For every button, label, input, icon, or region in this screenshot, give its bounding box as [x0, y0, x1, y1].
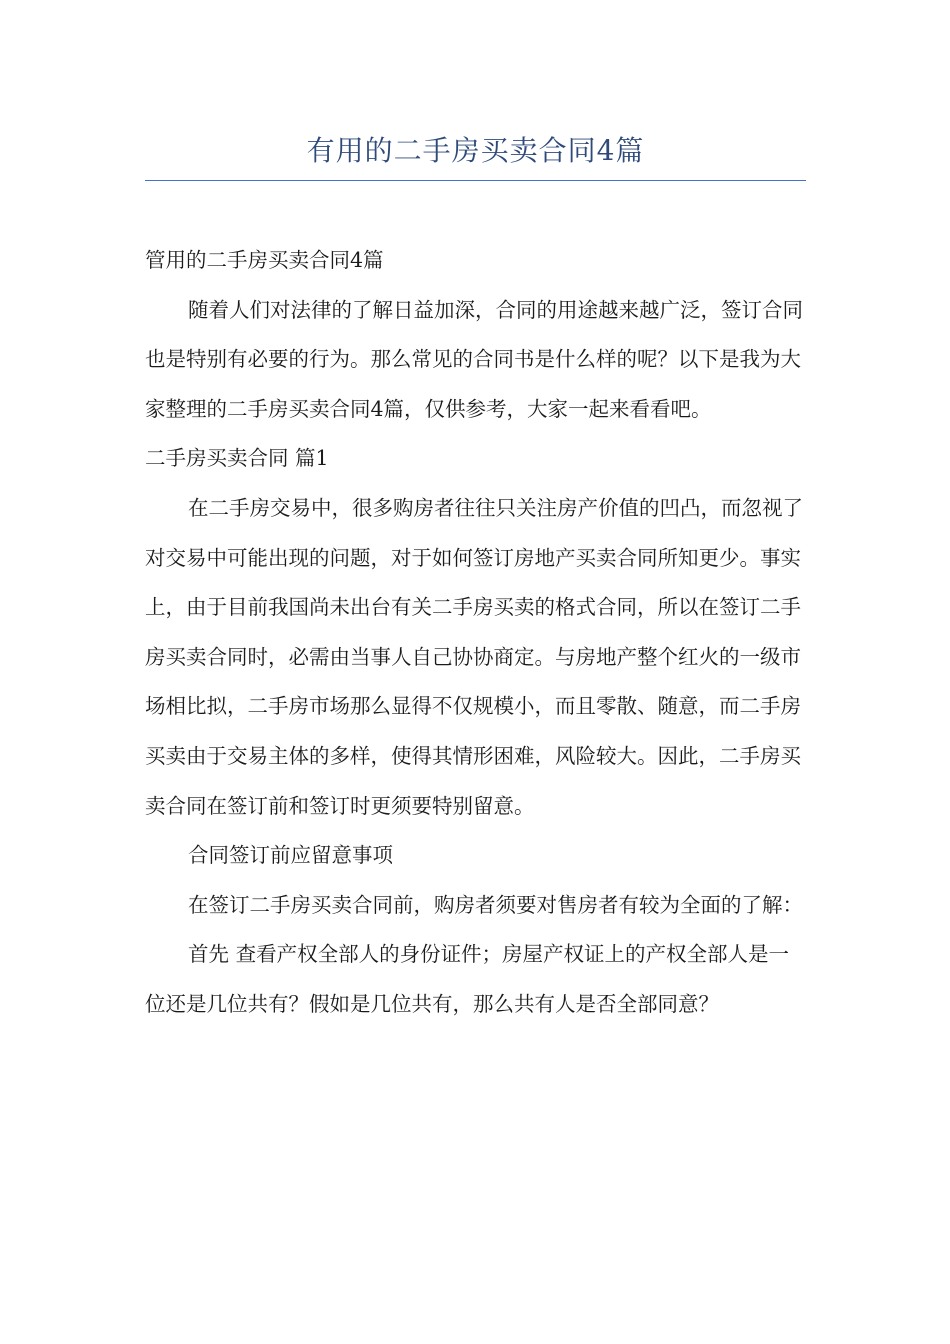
subsection-heading: 合同签订前应留意事项	[188, 843, 394, 868]
document-body	[145, 236, 809, 1030]
document-subtitle: 管用的二手房买卖合同4篇	[145, 248, 384, 272]
document-title: 有用的二手房买卖合同4篇	[306, 134, 645, 167]
body-paragraph: 在二手房交易中，很多购房者往往只关注房产价值的凹凸，而忽视了对交易中可能出现的问题，对于如何签订房地产买卖合同所知更少。事实上，由于目前我国尚未出台有关二手房买卖的格式合同，所以在签订二手房买卖合同时，必需由当事人自己协协商定。与房地产整个红火的一级市场相比拟，二手房市场那么显得不仅规模小，而且零散、随意，而二手房买卖由于交易主体的多样，使得其情形困难，风险较大。因此，二手房买卖合同在签订前和签订时更须要特别留意。	[145, 495, 804, 818]
title-underline	[145, 180, 806, 181]
body-paragraph: 首先 查看产权全部人的身份证件；房屋产权证上的产权全部人是一位还是几位共有？假如是几位共有，那么共有人是否全部同意？	[145, 942, 790, 1016]
body-paragraph: 在签订二手房买卖合同前，购房者须要对售房者有较为全面的了解：	[188, 892, 804, 917]
section-heading: 二手房买卖合同 篇1	[145, 446, 329, 471]
intro-paragraph: 随着人们对法律的了解日益加深，合同的用途越来越广泛，签订合同也是特别有必要的行为。那么常见的合同书是什么样的呢？以下是我为大家整理的二手房买卖合同4篇，仅供参考，大家一起来看看吧。	[145, 297, 804, 421]
